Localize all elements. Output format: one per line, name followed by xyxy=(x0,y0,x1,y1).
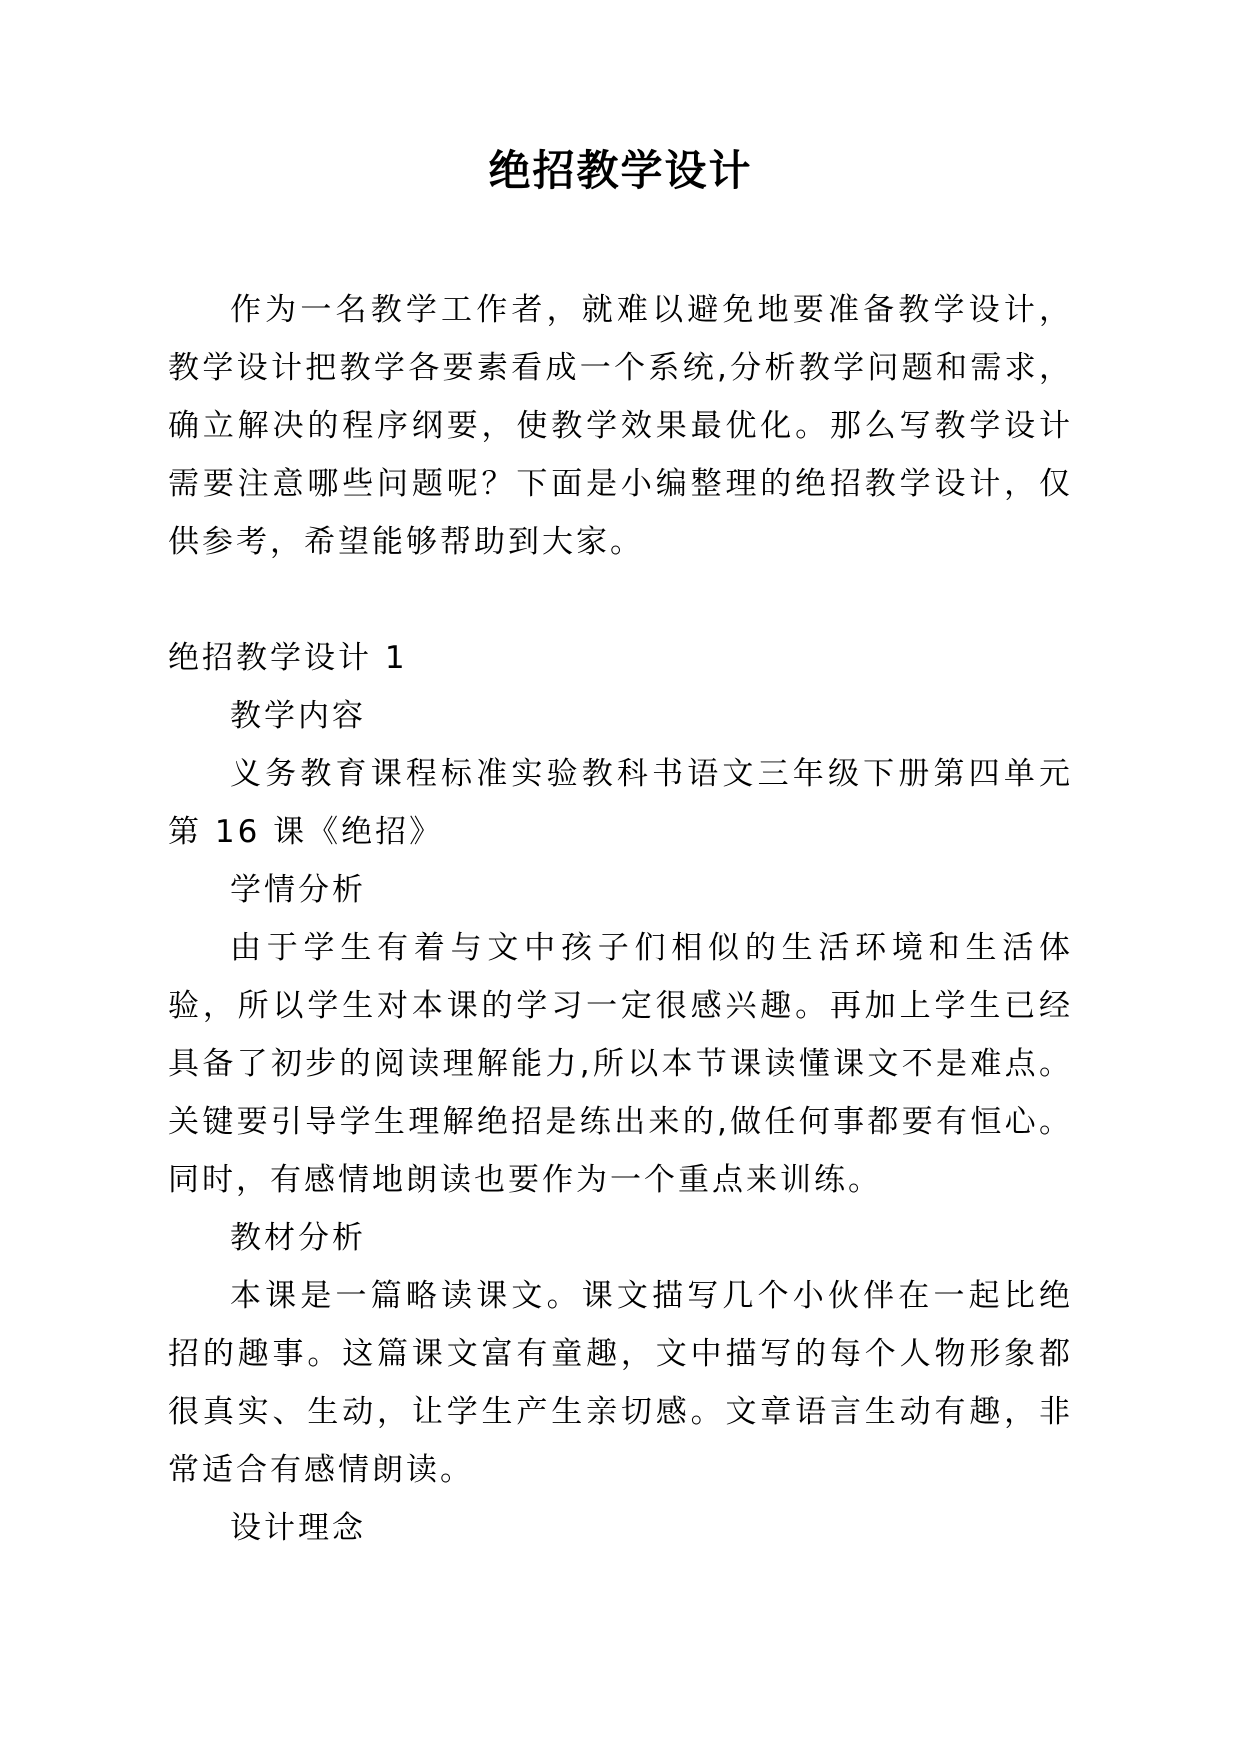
paragraph-teaching-content: 义务教育课程标准实验教科书语文三年级下册第四单元第 16 课《绝招》 xyxy=(168,756,1073,850)
paragraph-material-analysis: 本课是一篇略读课文。课文描写几个小伙伴在一起比绝招的趣事。这篇课文富有童趣，文中描写的每个人物形象都很真实、生动，让学生产生亲切感。文章语言生动有趣，非常适合有感情朗读。 xyxy=(168,1278,1073,1488)
document-title: 绝招教学设计 xyxy=(488,146,753,195)
intro-paragraph: 作为一名教学工作者，就难以避免地要准备教学设计，教学设计把教学各要素看成一个系统,分析教学问题和需求，确立解决的程序纲要，使教学效果最优化。那么写教学设计需要注意哪些问题呢？下面是小编整理的绝招教学设计，仅供参考，希望能够帮助到大家。 xyxy=(168,292,1073,560)
paragraph-learner-analysis: 由于学生有着与文中孩子们相似的生活环境和生活体验，所以学生对本课的学习一定很感兴趣。再加上学生已经具备了初步的阅读理解能力,所以本节课读懂课文不是难点。关键要引导学生理解绝招是练出来的,做任何事都要有恒心。同时，有感情地朗读也要作为一个重点来训练。 xyxy=(168,930,1073,1198)
document-body xyxy=(168,281,1073,1557)
section-heading: 绝招教学设计 1 xyxy=(168,640,408,676)
subheading-design-concept: 设计理念 xyxy=(230,1510,366,1546)
subheading-learner-analysis: 学情分析 xyxy=(230,872,366,908)
subheading-teaching-content: 教学内容 xyxy=(230,698,366,734)
subheading-material-analysis: 教材分析 xyxy=(230,1220,366,1256)
